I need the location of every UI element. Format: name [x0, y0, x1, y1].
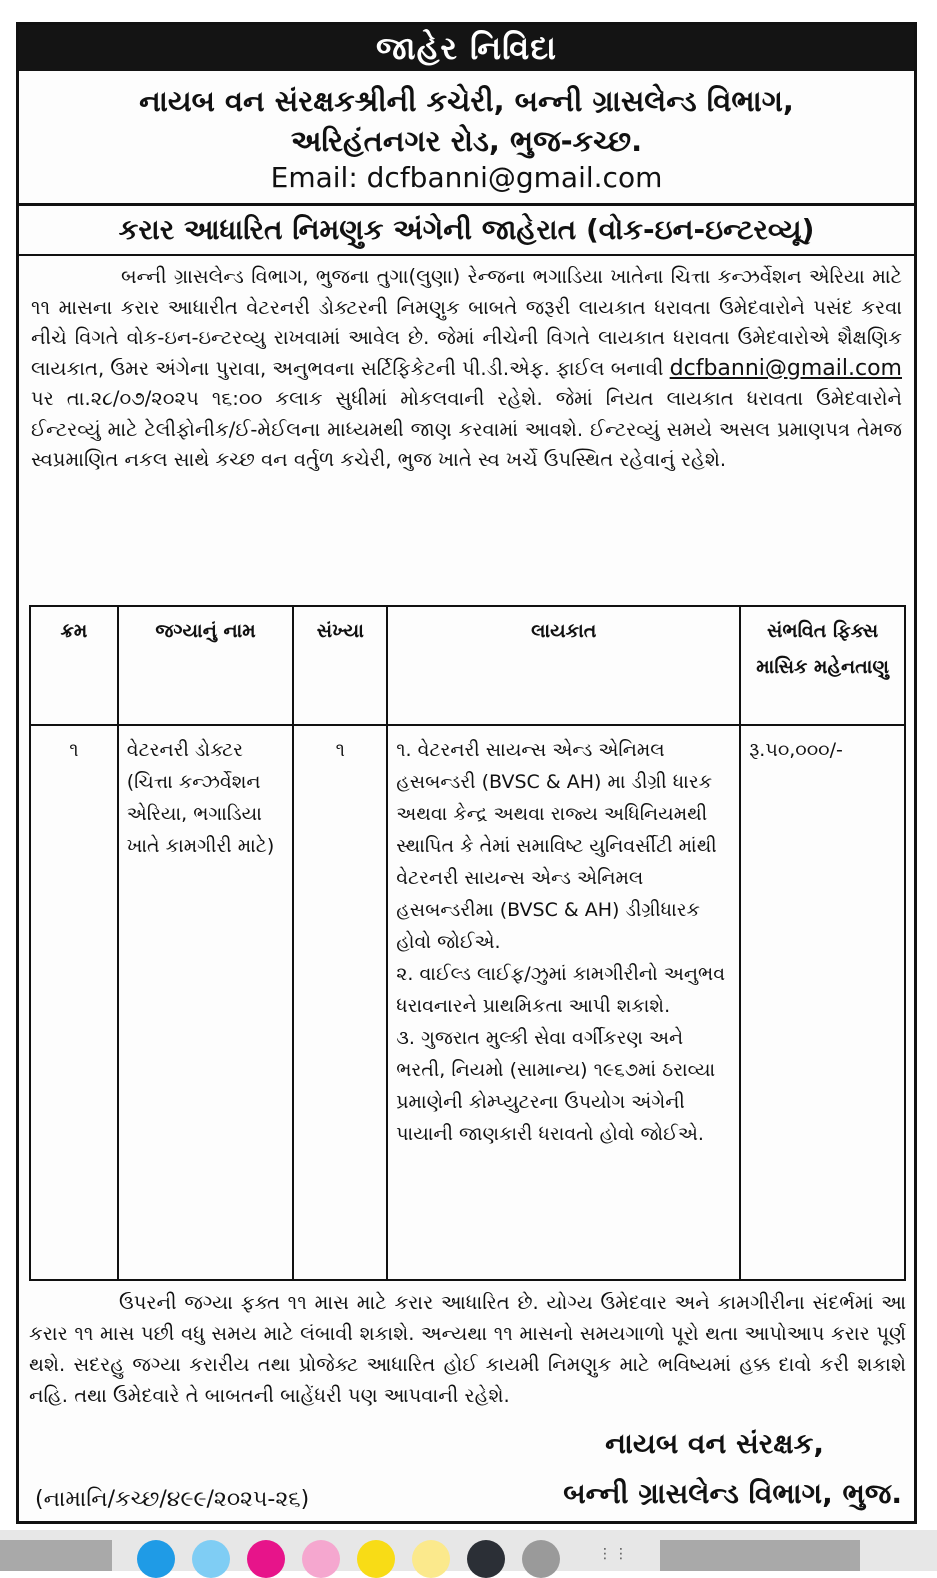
notice-subject: કરાર આધારિત નિમણુક અંગેની જાહેરાત (વોક-ઇન-ઇન્ટરવ્યૂ)	[118, 213, 815, 246]
swatch-dot[interactable]	[192, 1540, 230, 1578]
office-line-2: અરિહંતનગર રોડ, ભુજ-કચ્છ.	[290, 124, 643, 158]
office-address	[19, 81, 914, 161]
cell-count: ૧	[293, 725, 387, 1280]
swatch-dot[interactable]	[302, 1540, 340, 1578]
cell-post-name: વેટરનરી ડોક્ટર (ચિત્તા કન્ઝર્વેશન એરિયા, ભગાડિયા ખાતે કામગીરી માટે)	[118, 725, 294, 1280]
table-row	[30, 725, 905, 1280]
qualification-item-1: ૧. વેટરનરી સાયન્સ એન્ડ એનિમલ હસબન્ડરી (BVSC & AH) મા ડીગ્રી ધારક અથવા કેન્દ્ર અથવા રાજ્ય અધિનિયમથી સ્થાપિત કે તેમાં સમાવિષ્ટ યુનિવર્સીટી માંથી વેટરનરી સાયન્સ એન્ડ એનિમલ હસબન્ડરીમા (BVSC & AH) ડીગ્રીધારક હોવો જોઈએ.	[396, 739, 717, 953]
cell-serial: ૧	[30, 725, 118, 1280]
color-swatch-bar	[0, 1530, 937, 1571]
intro-paragraph	[19, 256, 914, 476]
intro-text: બન્ની ગ્રાસલેન્ડ વિભાગ, ભુજના તુગા(લુણા) રેન્જના ભગાડિયા ખાતેના ચિત્તા કન્ઝર્વેશન એરિયા માટે ૧૧ માસના કરાર આધારીત વેટરનરી ડોક્ટરની નિમણુક બાબતે જરૂરી લાયકાત ધરાવતા ઉમેદવારોને પસંદ કરવા નીચે વિગતે વોક-ઇન-ઇન્ટરવ્યુ રાખવામાં આવેલ છે. જેમાં નીચેની વિગતે લાયકાત ધરાવતા ઉમેદવારોએ શૈક્ષણિક લાયકાત, ઉમર અંગેના પુરાવા, અનુભવના સર્ટિફિકેટની પી.ડી.એફ. ફાઈલ બનાવી	[31, 265, 902, 380]
tender-notice	[16, 22, 917, 1524]
qualification-item-3: ૩. ગુજરાત મુલ્કી સેવા વર્ગીકરણ અને ભરતી, નિયમો (સામાન્ય) ૧૯૬૭માં ઠરાવ્યા પ્રમાણેની કોમ્પ્યુટરના ઉપયોગ અંગેની પાયાની જાણકારી ધરાવતો હોવો જોઈએ.	[396, 1027, 716, 1145]
header-count: સંખ્યા	[293, 606, 387, 725]
swatch-dot[interactable]	[467, 1540, 505, 1578]
swatch-dot[interactable]	[137, 1540, 175, 1578]
swatch-grey-bar	[660, 1540, 860, 1571]
swatch-grey-bar	[0, 1540, 112, 1571]
table-header-row	[30, 606, 905, 725]
signature-department: બન્ની ગ્રાસલેન્ડ વિભાગ, ભુજ.	[563, 1477, 902, 1510]
swatch-dot[interactable]	[412, 1540, 450, 1578]
header-salary: સંભવિત ફિક્સ માસિક મહેનતાણુ	[740, 606, 905, 725]
more-dots-icon[interactable]: ⋮⋮	[598, 1546, 630, 1562]
office-line-1: નાયબ વન સંરક્ષકશ્રીની કચેરી, બન્ની ગ્રાસલેન્ડ વિભાગ,	[139, 84, 794, 118]
qualification-item-2: ૨. વાઈલ્ડ લાઈફ/ઝુમાં કામગીરીનો અનુભવ ધરાવનારને પ્રાથમિકતા આપી શકાશે.	[396, 963, 726, 1017]
notice-banner: જાહેર નિવિદા	[19, 25, 914, 71]
closing-paragraph: ઉપરની જગ્યા ફક્ત ૧૧ માસ માટે કરાર આધારિત છે. યોગ્ય ઉમેદવાર અને કામગીરીના સંદર્ભમાં આ કરાર ૧૧ માસ પછી વધુ સમય માટે લંબાવી શકાશે. અન્યથા ૧૧ માસનો સમયગાળો પૂરો થતા આપોઆપ કરાર પૂર્ણ થશે. સદરહુ જગ્યા કરારીય તથા પ્રોજેક્ટ આધારિત હોઈ કાયમી નિમણુક માટે ભવિષ્યમાં હક્ક દાવો કરી શકાશે નહિ. તથા ઉમેદવારે તે બાબતની બાહેંધરી પણ આપવાની રહેશે.	[29, 1291, 906, 1407]
office-email: Email: dcfbanni@gmail.com	[270, 161, 663, 194]
cell-qualification	[387, 725, 740, 1280]
intro-text-continued: પર તા.૨૮/૦૭/૨૦૨૫ ૧૬:૦૦ કલાક સુધીમાં મોકલવાની રહેશે. જેમાં નિયત લાયકાત ધરાવતા ઉમેદવારોને ઈન્ટરવ્યું માટે ટેલીફોનીક/ઈ-મેઈલના માધ્યમથી જાણ કરવામાં આવશે. ઈન્ટરવ્યું સમયે અસલ પ્રમાણપત્ર તેમજ સ્વપ્રમાણિત નકલ સાથે કચ્છ વન વર્તુળ કચેરી, ભુજ ખાતે સ્વ ખર્ચે ઉપસ્થિત રહેવાનું રહેશે.	[31, 387, 902, 471]
cell-salary: રૂ.૫૦,૦૦૦/-	[740, 725, 905, 1280]
signature-designation: નાયબ વન સંરક્ષક,	[605, 1427, 824, 1460]
swatch-dot[interactable]	[357, 1540, 395, 1578]
swatch-dot[interactable]	[247, 1540, 285, 1578]
posts-table	[29, 605, 906, 1281]
intro-email-link[interactable]: dcfbanni@gmail.com	[669, 355, 902, 381]
header-qualification: લાયકાત	[387, 606, 740, 725]
header-post-name: જગ્યાનું નામ	[118, 606, 294, 725]
reference-number: (નામાનિ/કચ્છ/૪૯૯/૨૦૨૫-૨૬)	[35, 1487, 310, 1512]
header-serial: ક્રમ	[30, 606, 118, 725]
swatch-dot[interactable]	[522, 1540, 560, 1578]
